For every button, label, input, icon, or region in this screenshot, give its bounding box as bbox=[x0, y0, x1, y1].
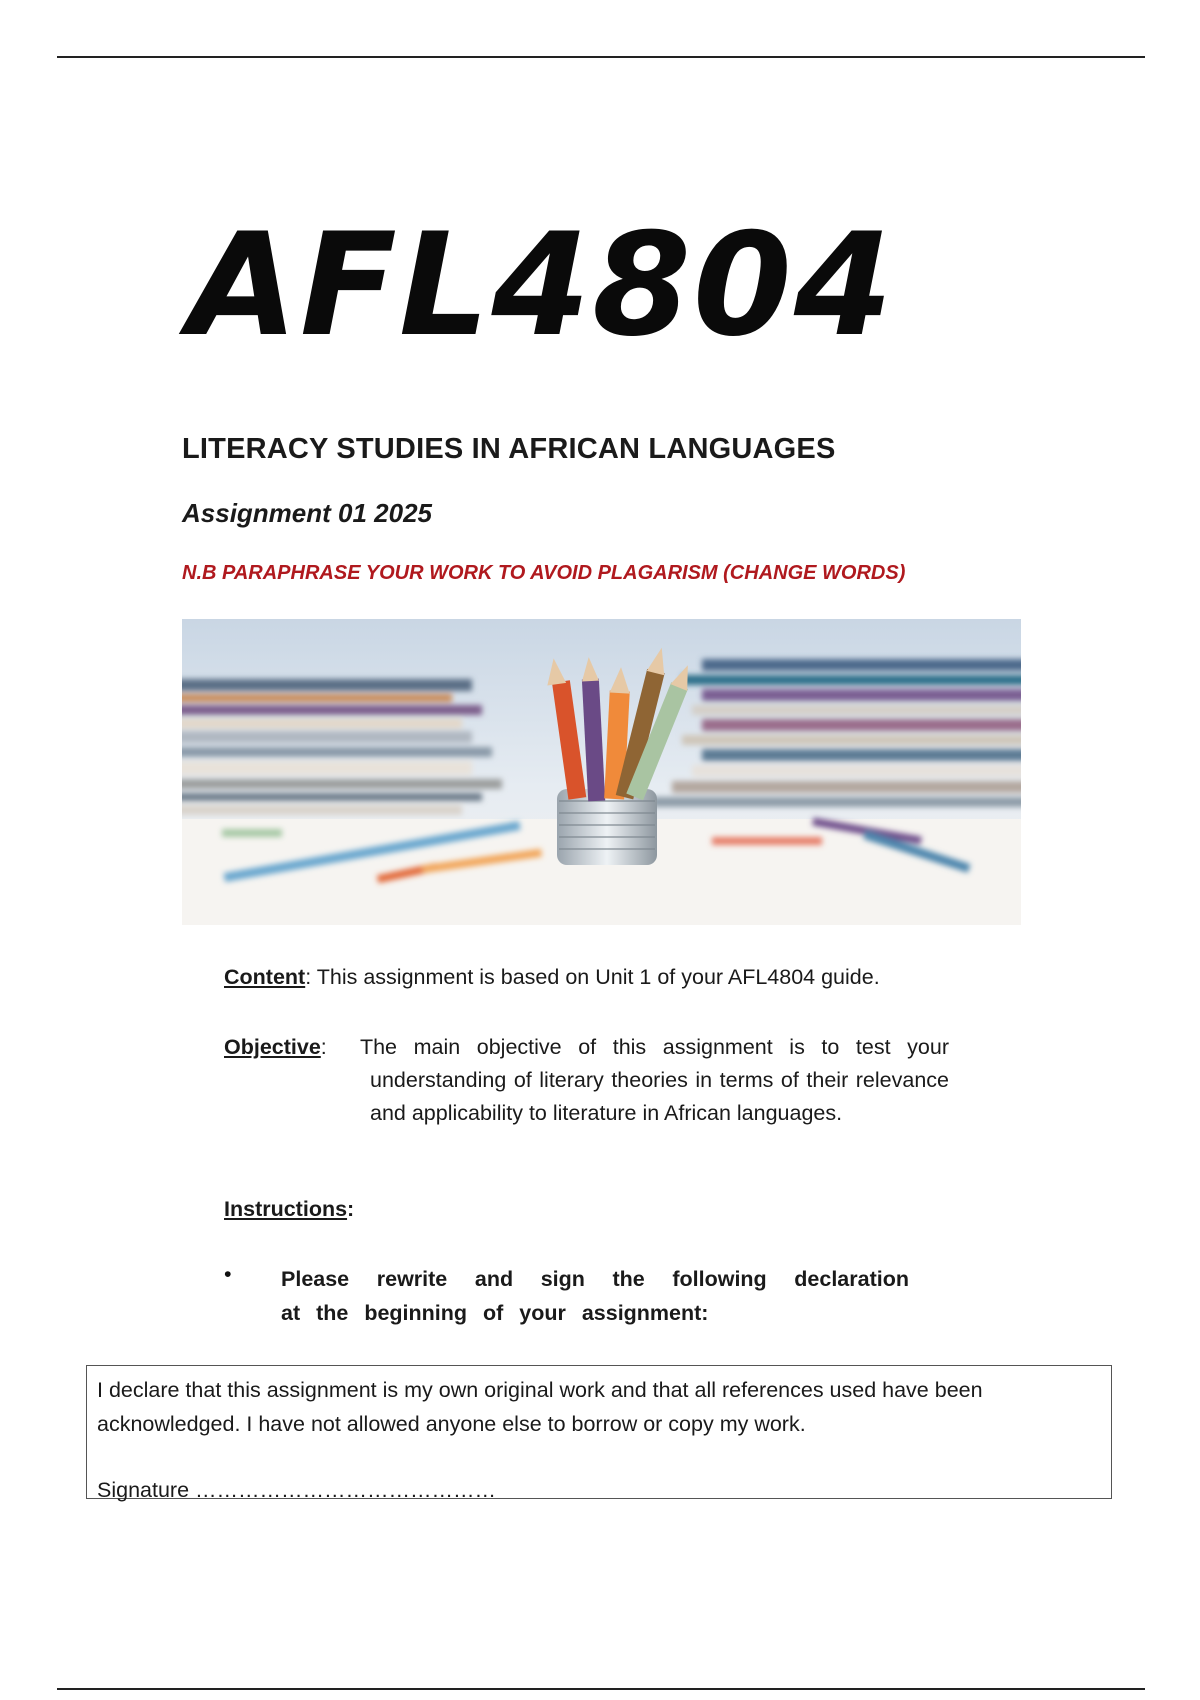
objective-label: Objective bbox=[224, 1035, 321, 1059]
pencils-in-holder-photo-icon bbox=[182, 619, 1021, 925]
objective-text-rest: understanding of literary theories in terms of their relevance and applicability to literature in African languages. bbox=[370, 1068, 949, 1125]
course-code-heading: AFL4804 bbox=[188, 203, 895, 368]
course-title: LITERACY STUDIES IN AFRICAN LANGUAGES bbox=[182, 433, 836, 465]
content-paragraph bbox=[224, 965, 880, 990]
plagiarism-notice: N.B PARAPHRASE YOUR WORK TO AVOID PLAGARISM (CHANGE WORDS) bbox=[182, 562, 906, 584]
objective-first-line bbox=[224, 1031, 949, 1064]
declaration-text: I declare that this assignment is my own original work and that all references used have been acknowledged. I have not allowed anyone else to borrow or copy my work. bbox=[97, 1378, 983, 1436]
hero-image bbox=[182, 619, 1021, 925]
bullet-line-1: Please rewrite and sign the following declaration bbox=[281, 1267, 909, 1291]
assignment-title: Assignment 01 2025 bbox=[182, 498, 433, 528]
content-label: Content bbox=[224, 965, 306, 989]
bullet-marker: • bbox=[224, 1262, 232, 1286]
instruction-bullet-text bbox=[281, 1262, 909, 1330]
top-rule bbox=[57, 56, 1145, 58]
instructions-heading bbox=[224, 1197, 354, 1222]
declaration-box bbox=[86, 1365, 1112, 1502]
content-text: : This assignment is based on Unit 1 of your AFL4804 guide. bbox=[305, 965, 880, 989]
instructions-label: Instructions bbox=[224, 1197, 348, 1221]
objective-text-first: The main objective of this assignment is to test your bbox=[359, 1035, 949, 1059]
signature-line: Signature …………………………………… bbox=[97, 1478, 497, 1502]
objective-colon: : bbox=[320, 1035, 327, 1059]
bullet-line-2: at the beginning of your assignment: bbox=[281, 1301, 709, 1325]
bottom-rule bbox=[57, 1688, 1145, 1690]
objective-paragraph bbox=[224, 1031, 949, 1130]
instructions-colon: : bbox=[347, 1197, 355, 1221]
